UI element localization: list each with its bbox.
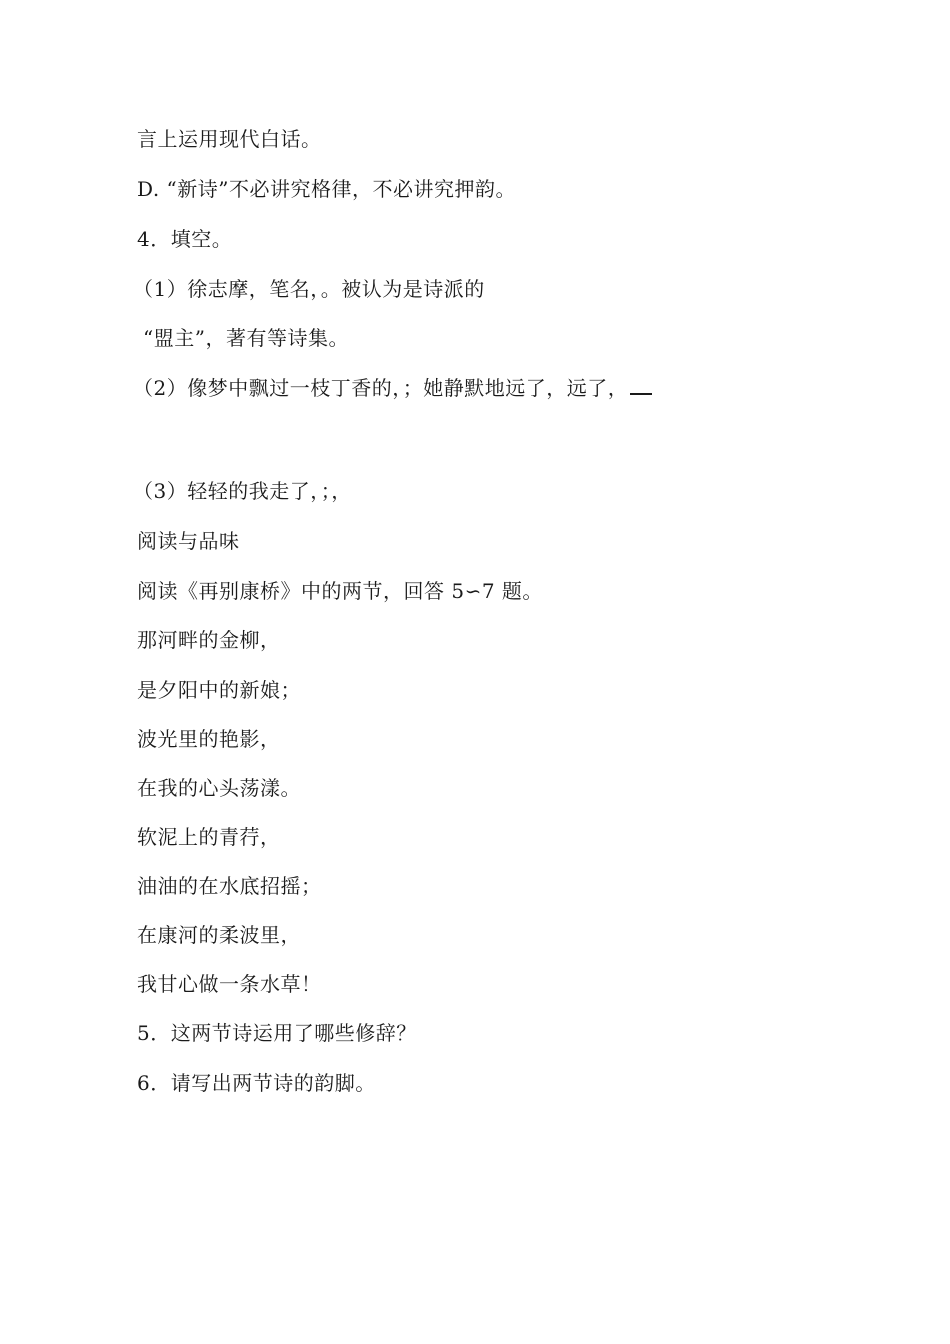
question-5: 5．这两节诗运用了哪些修辞？	[137, 1021, 417, 1045]
text-line: 言上运用现代白话。	[137, 127, 322, 151]
question-4-part-2-text: （2）像梦中飘过一枝丁香的，；她静默地远了，远了，	[133, 376, 629, 400]
section-heading: 阅读与品味	[137, 529, 240, 553]
question-6: 6．请写出两节诗的韵脚。	[137, 1071, 376, 1095]
poem-line: 是夕阳中的新娘；	[137, 678, 301, 702]
poem-line: 油油的在水底招摇；	[137, 874, 322, 898]
poem-line: 那河畔的金柳，	[137, 628, 281, 652]
question-4-part-3: （3）轻轻的我走了，；，	[133, 479, 352, 503]
poem-line: 软泥上的青荇，	[137, 825, 281, 849]
question-4-part-1: （1）徐志摩，笔名，。被认为是诗派的	[133, 277, 485, 301]
poem-line: 我甘心做一条水草！	[137, 972, 322, 996]
question-4-part-2	[133, 375, 652, 401]
reading-instruction: 阅读《再别康桥》中的两节，回答 5∽7 题。	[137, 579, 543, 603]
poem-line: 在康河的柔波里，	[137, 923, 301, 947]
question-4-heading: 4．填空。	[137, 227, 233, 251]
poem-line: 在我的心头荡漾。	[137, 776, 301, 800]
answer-blank[interactable]	[630, 375, 652, 395]
question-4-part-1-continued: “盟主”，著有等诗集。	[143, 326, 349, 350]
poem-line: 波光里的艳影，	[137, 727, 281, 751]
option-d: D. “新诗”不必讲究格律，不必讲究押韵。	[137, 177, 516, 201]
